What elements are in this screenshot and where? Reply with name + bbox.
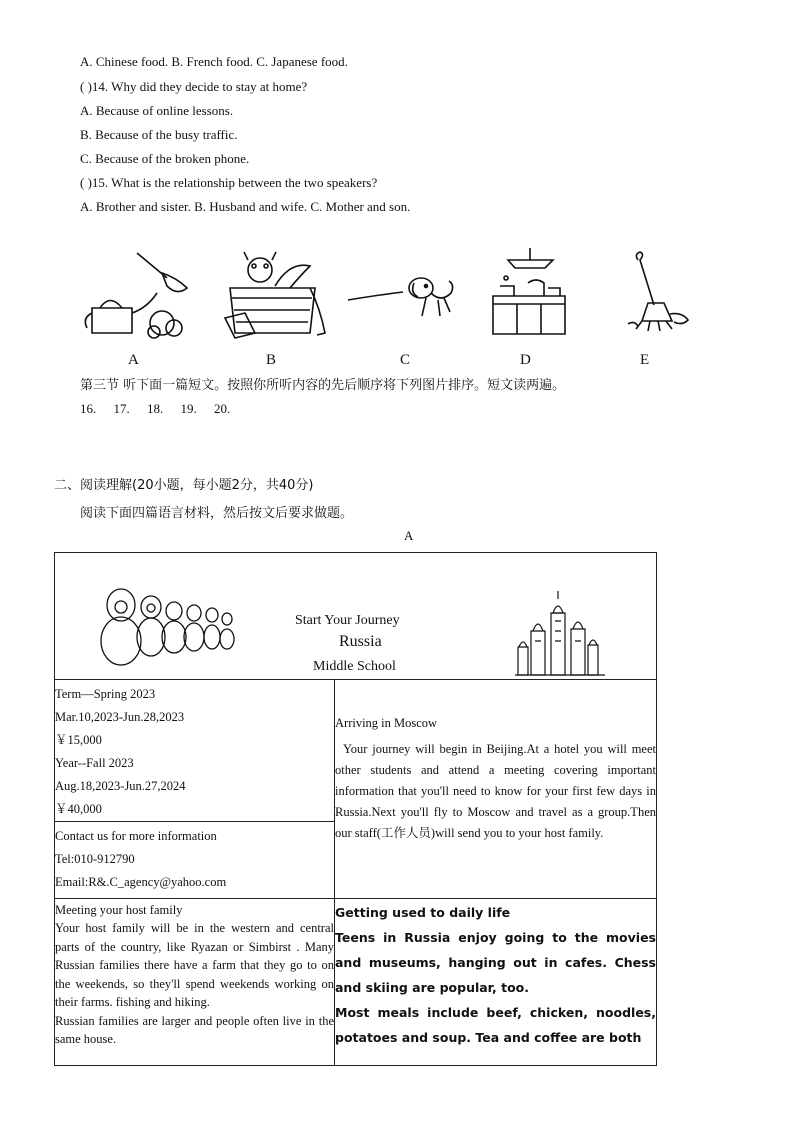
picture-label-d: D (520, 352, 531, 368)
laundry-basket-icon (220, 248, 335, 343)
q13-options: A. Chinese food. B. French food. C. Japanese food. (80, 54, 348, 69)
contact-label: Contact us for more information (55, 829, 217, 843)
host-family-title: Meeting your host family (55, 903, 183, 917)
term-year-dates: Aug.18,2023-Jun.27,2024 (55, 779, 186, 793)
q15-options: A. Brother and sister. B. Husband and wife. C. Mother and son. (80, 199, 411, 214)
gardening-tools-icon (82, 248, 192, 343)
brochure-title-school: Middle School (313, 659, 396, 674)
arriving-cell (335, 680, 657, 899)
picture-label-e: E (640, 352, 650, 368)
q15-stem: ( )15. What is the relationship between the two speakers? (80, 175, 378, 190)
contact-tel: Tel:010-912790 (55, 852, 135, 866)
daily-life-text1: Teens in Russia enjoy going to the movies and museums, hanging out in cafes. Chess and skiing are popular, too. (335, 930, 656, 995)
q14-option-b: B. Because of the busy traffic. (80, 127, 238, 142)
host-family-text1: Your host family will be in the western and central parts of the country, like Ryazan or Simbirst . Many Russian families there have a farm that they go to on the weekends, so they'll spend weekends working on their farms. fishing and hiking. (55, 921, 334, 1009)
term-spring-label: Term—Spring 2023 (55, 687, 156, 701)
brochure-title-line1: Start Your Journey (295, 613, 400, 628)
brochure-table (54, 552, 657, 1066)
arriving-text: Your journey will begin in Beijing.At a hotel you will meet other students and attend a meeting covering important information that you'll need to know for your first few days in Russia.Next you'll fly to Moscow and travel as a group.Then our staff(工作人员)will send you to your host family. (335, 742, 656, 840)
q14-option-c: C. Because of the broken phone. (80, 151, 250, 166)
section3-instruction: 第三节 听下面一篇短文。按照你所听内容的先后顺序将下列图片排序。短文读两遍。 (80, 378, 566, 393)
arriving-title: Arriving in Moscow (335, 716, 438, 730)
answer-numbers: 16. 17. 18. 19. 20. (80, 401, 231, 416)
brochure-banner (55, 553, 657, 680)
term-spring-dates: Mar.10,2023-Jun.28,2023 (55, 710, 185, 724)
q14-stem: ( )14. Why did they decide to stay at home? (80, 79, 308, 94)
picture-row (80, 248, 700, 368)
picture-label-b: B (266, 352, 277, 368)
daily-life-text2: Most meals include beef, chicken, noodles, potatoes and soup. Tea and coffee are both (335, 1005, 656, 1045)
passage-label: A (404, 528, 414, 543)
reading-instruction: 阅读下面四篇语言材料，然后按文后要求做题。 (80, 506, 354, 521)
dog-walking-icon (346, 248, 461, 343)
host-family-cell (55, 899, 335, 1066)
kitchen-icon (488, 248, 568, 343)
reading-section-heading: 二、阅读理解(20小题，每小题2分，共40分) (54, 478, 314, 493)
brochure-title-country: Russia (339, 633, 382, 650)
picture-label-c: C (400, 352, 411, 368)
terms-cell (55, 680, 335, 822)
term-spring-price: ￥15,000 (55, 733, 102, 747)
contact-email: Email:R&.C_agency@yahoo.com (55, 875, 227, 889)
q14-option-a: A. Because of online lessons. (80, 103, 234, 118)
picture-label-a: A (128, 352, 139, 368)
daily-life-title: Getting used to daily life (335, 905, 511, 920)
st-basils-cathedral-icon (515, 591, 605, 683)
matryoshka-dolls-icon (99, 583, 239, 671)
host-family-text2: Russian families are larger and people often live in the same house. (55, 1013, 334, 1046)
term-year-label: Year--Fall 2023 (55, 756, 134, 770)
contact-cell (55, 822, 335, 899)
mop-icon (620, 248, 695, 343)
term-year-price: ￥40,000 (55, 802, 102, 816)
daily-life-cell (335, 899, 657, 1066)
